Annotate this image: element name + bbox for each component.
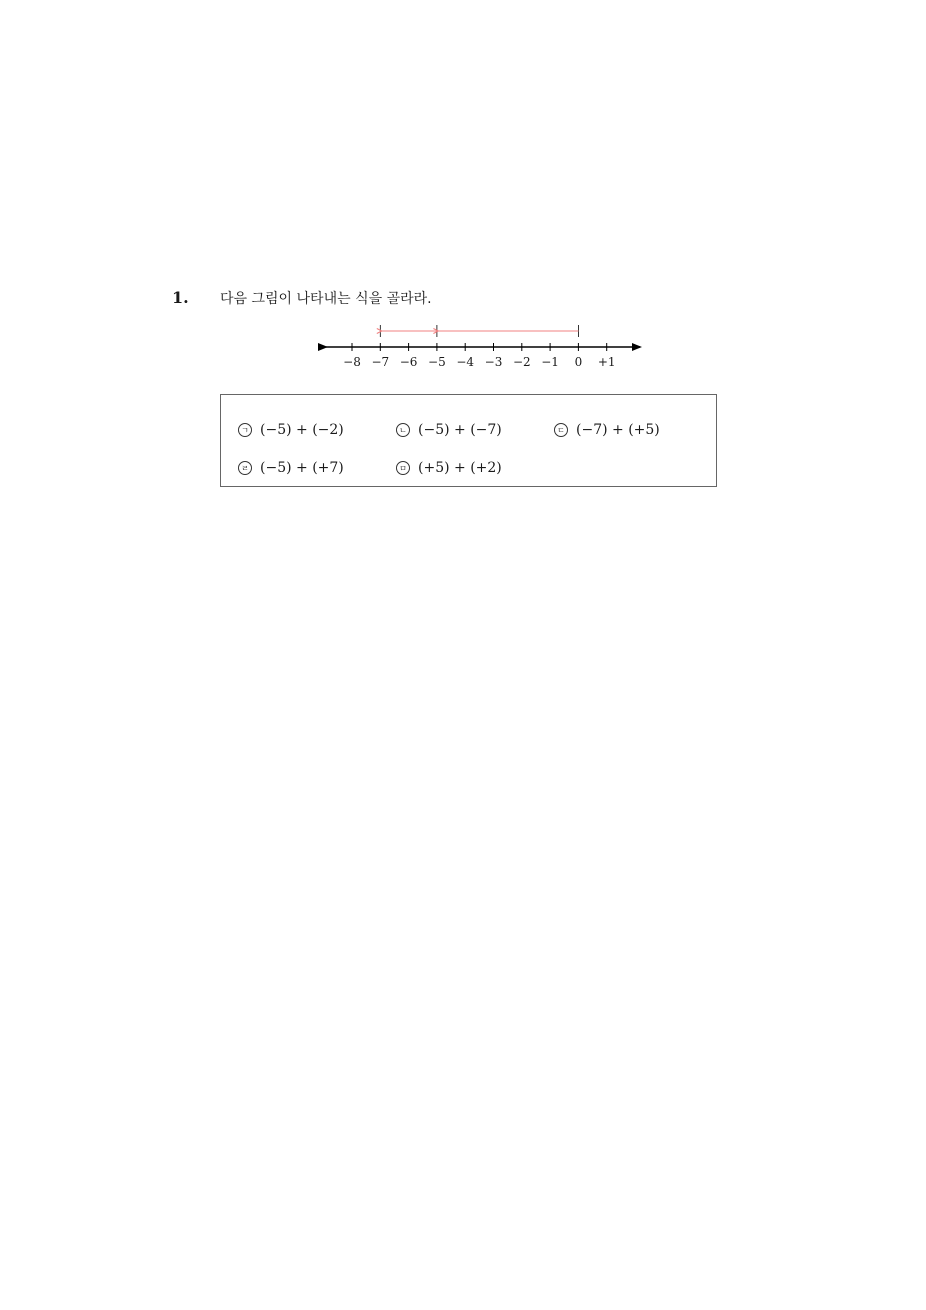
tick-label-1: −7 [371,355,390,369]
choice-5 [396,460,502,476]
tick-label-6: −2 [512,355,531,369]
choice-2 [396,422,502,438]
choice-4-marker: ㄹ [238,461,252,475]
number-line [318,320,648,372]
choice-1-marker: ㄱ [238,423,252,437]
choice-5-marker: ㅁ [396,461,410,475]
tick-label-8: 0 [574,355,583,369]
labels-group [343,355,615,369]
choice-2-expression: (−5) + (−7) [418,422,502,438]
tick-label-5: −3 [484,355,503,369]
choice-3-expression: (−7) + (+5) [576,422,660,438]
choice-4-expression: (−5) + (+7) [260,460,344,476]
tick-label-3: −5 [428,355,446,369]
choice-1 [238,422,344,438]
choice-2-marker: ㄴ [396,423,410,437]
choice-3 [554,422,660,438]
choice-3-marker: ㄷ [554,423,568,437]
tick-label-7: −1 [541,355,559,369]
tick-label-2: −6 [399,355,418,369]
problem-number: 1. [172,288,189,307]
tick-label-0: −8 [343,355,361,369]
tick-label-4: −4 [456,355,475,369]
question-text: 다음 그림이 나타내는 식을 골라라. [220,291,432,307]
choice-5-expression: (+5) + (+2) [418,460,502,476]
tick-label-9: +1 [597,355,616,369]
choice-1-expression: (−5) + (−2) [260,422,344,438]
choices-box [220,394,717,487]
choice-4 [238,460,344,476]
